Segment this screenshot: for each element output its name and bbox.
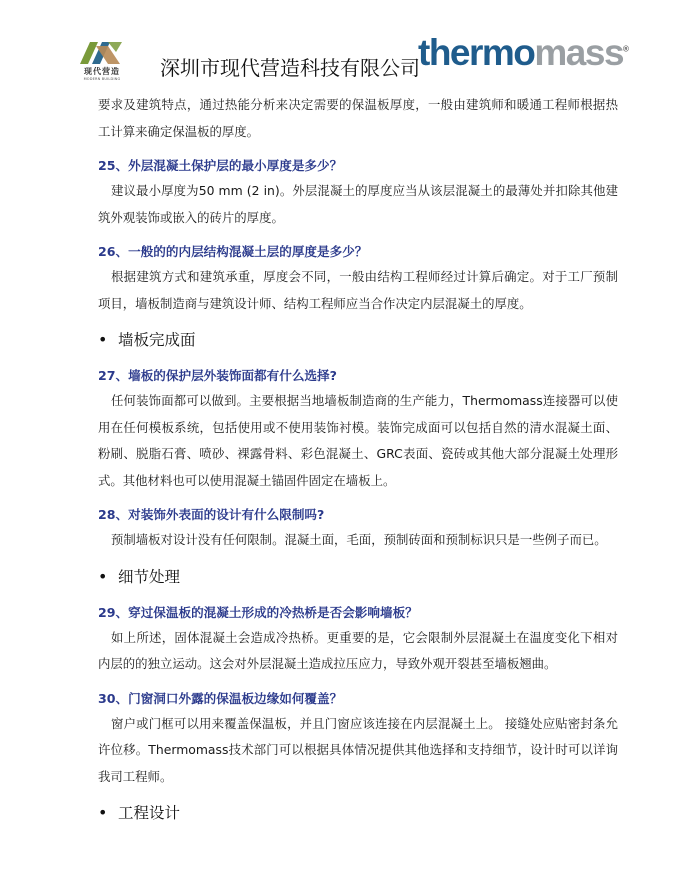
company-name: 深圳市现代营造科技有限公司: [160, 56, 420, 80]
question-30-title: 30、门窗洞口外露的保温板边缘如何覆盖？: [98, 690, 343, 706]
bullet-icon: •: [98, 803, 108, 822]
section-heading-detail: [98, 554, 618, 592]
logo-chinese-text: 现代营造: [84, 66, 120, 76]
question-28-answer: 预制墙板对设计没有任何限制。混凝土面，毛面，预制砖面和预制标识只是一些例子而已。: [111, 532, 607, 547]
question-25-title: 25、外层混凝土保护层的最小厚度是多少？: [98, 158, 343, 173]
thermomass-brand-logo: [418, 32, 629, 74]
question-26-title: 26、一般的的内层结构混凝土层的厚度是多少？: [98, 244, 368, 259]
question-27-answer: 任何装饰面都可以做到。主要根据当地墙板制造商的生产能力，Thermomass连接器可以使用在任何模板系统，包括使用或不使用装饰衬模。装饰完成面可以包括自然的清水混凝土面、粉刷、脱脂石膏、喷砂、裸露骨料、彩色混凝土、GRC表面、瓷砖或其他大部分混凝土处理形式。其他材料也可以使用混凝土锚固件固定在墙板上。: [98, 393, 618, 488]
question-30-answer: 窗户或门框可以用来覆盖保温板，并且门窗应该连接在内层混凝土上。 接缝处应贴密封条允许位移。Thermomass技术部门可以根据具体情况提供其他选择和支持细节，设计时可以详询我司工程师。: [98, 715, 618, 784]
section-heading-text: 工程设计: [118, 804, 181, 822]
bullet-icon: •: [98, 566, 108, 586]
question-28-title: 28、对装饰外表面的设计有什么限制吗?: [98, 507, 325, 522]
brand-text-mass: mass: [534, 32, 624, 73]
question-27-title: 27、墙板的保护层外装饰面都有什么选择?: [98, 368, 337, 383]
page-header: [0, 0, 700, 90]
question-29-title: 29、穿过保温板的混凝土形成的冷热桥是否会影响墙板？: [98, 604, 418, 620]
company-logo: [78, 38, 126, 88]
question-29-answer: 如上所述，固体混凝土会造成冷热桥。更重要的是，它会限制外层混凝土在温度变化下相对内层的的独立运动。这会对外层混凝土造成拉压应力，导致外观开裂甚至墙板翘曲。: [98, 629, 618, 671]
registered-mark: ®: [623, 44, 629, 54]
logo-english-text: MODERN BUILDING: [83, 77, 121, 81]
document-body: [98, 92, 618, 828]
question-25-answer: 建议最小厚度为50 mm (2 in)。外层混凝土的厚度应当从该层混凝土的最薄处并扣除其他建筑外观装饰或嵌入的砖片的厚度。: [98, 183, 618, 225]
intro-paragraph: 要求及建筑特点，通过热能分析来决定需要的保温板厚度，一般由建筑师和暖通工程师根据热工计算来确定保温板的厚度。: [98, 97, 618, 139]
section-heading-text: 细节处理: [118, 567, 181, 586]
question-26-answer: 根据建筑方式和建筑承重，厚度会不同，一般由结构工程师经过计算后确定。对于工厂预制项目，墙板制造商与建筑设计师、结构工程师应当合作决定内层混凝土的厚度。: [98, 269, 618, 311]
brand-text-thermo: thermo: [418, 32, 535, 73]
section-heading-text: 墙板完成面: [118, 331, 196, 349]
section-heading-engineering: [98, 790, 618, 828]
company-logo-mark-icon: [78, 38, 126, 66]
section-heading-wall-finish: [98, 317, 618, 355]
bullet-icon: •: [98, 330, 108, 349]
